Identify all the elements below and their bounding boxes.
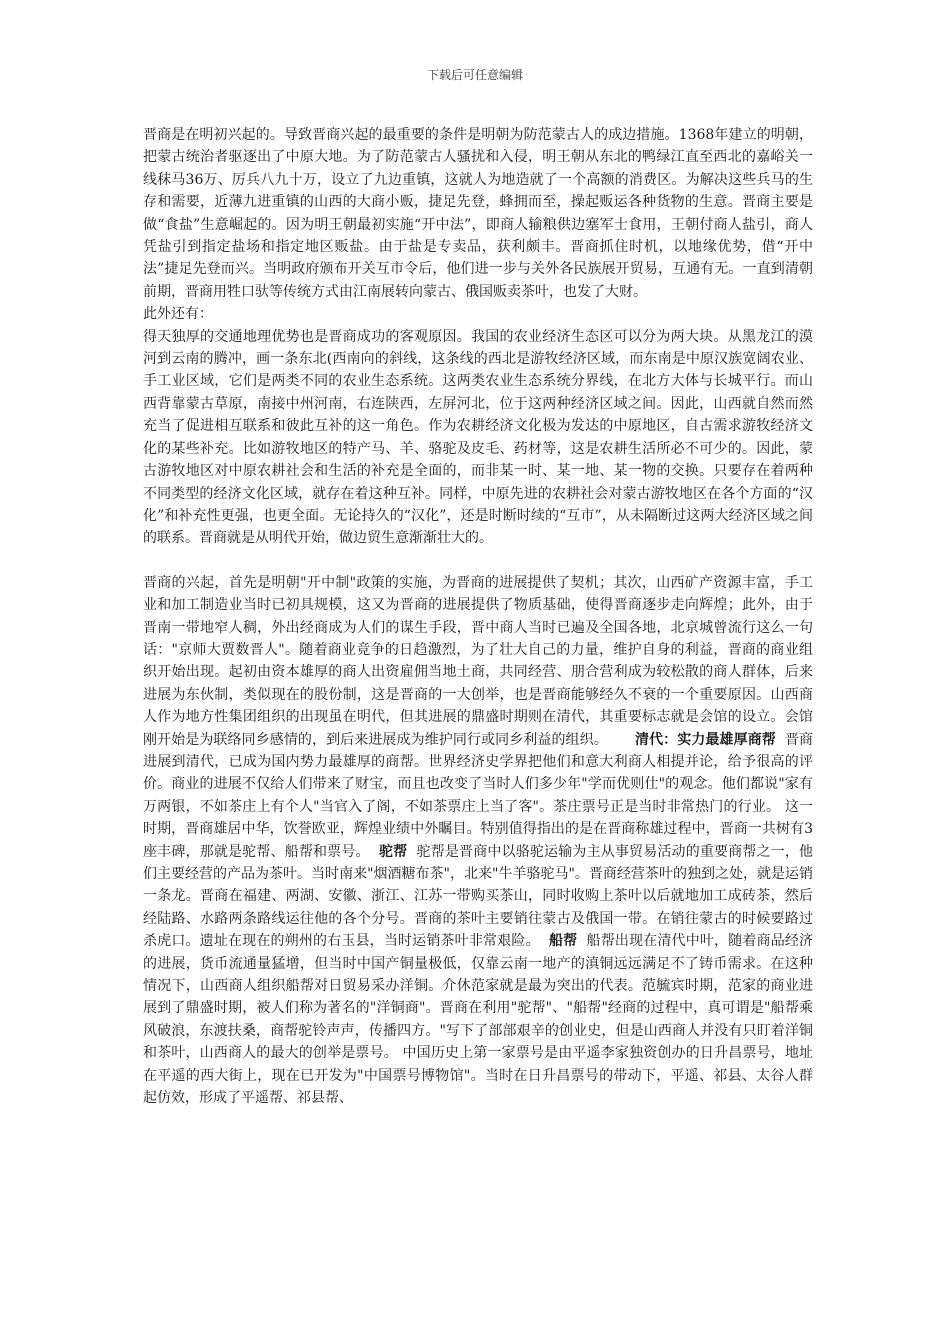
document-body — [143, 124, 813, 1109]
paragraph-additional: 此外还有： — [143, 306, 213, 323]
paragraph-geography: 得天独厚的交通地理优势也是晋商成功的客观原因。我国的农业经济生态区可以分为两大块。从黑龙江的漠河到云南的腾冲，画一条东北(西南向的斜线，这条线的西北是游牧经济区域，而东南是中原汉族宽阔农业、手工业区域，它们是两类不同的农业生态系统。这两类农业生态系统分界线，在北方大体与长城平行。而山西背靠蒙古草原，南接中州河南，右连陕西，左屏河北，位于这两种经济区域之间。因此，山西就自然而然充当了促进相互联系和彼此互补的这一角色。作为农耕经济文化极为发达的中原地区，自古需求游牧经济文化的某些补充。比如游牧地区的特产马、羊、骆驼及皮毛、药材等，这是农耕生活所必不可少的。因此，蒙古游牧地区对中原农耕社会和生活的补充是全面的，而非某一时、某一地、某一物的交换。只要存在着两种不同类型的经济文化区域，就存在着这种互补。同样，中原先进的农耕社会对蒙古游牧地区在各个方面的“汉化”和补充性更强，也更全面。无论持久的“汉化”，还是时断时续的“互市”，从未隔断过这两大经济区域之间的联系。晋商就是从明代开始，做边贸生意渐渐壮大的。 — [143, 328, 813, 547]
heading-ship-guild: 船帮 — [548, 933, 578, 950]
paragraph-development — [143, 572, 813, 1110]
heading-qing-dynasty: 清代：实力最雄厚商帮 — [635, 731, 776, 748]
ship-text: 船帮出现在清代中叶，随着商品经济的进展，货币流通量猛增，但当时中国产铜量极低，仅靠云南一地产的滇铜远远满足不了铸币需求。在这种情况下，山西商人组织船帮对日贸易采办洋铜。介休范家就是最为突出的代表。范毓宾时期，范家的商业进展到了鼎盛时期，被人们称为著名的"洋铜商"。晋商在利用"驼帮"、"船帮"经商的过程中，真可谓是"船帮乘风破浪，东渡扶桑，商帮驼铃声声，传播四方。"写下了部部艰辛的创业史，但是山西商人并没有只盯着洋铜和茶叶，山西商人的最大的创举是票号。 中国历史上第一家票号是由平遥李家独资创办的日升昌票号，地址在平遥的西大街上，现在已开发为"中国票号博物馆"。当时在日升昌票号的带动下，平遥、祁县、太谷人群起仿效，形成了平遥帮、祁县帮、 — [143, 933, 814, 1107]
qing-text: 晋商进展到清代，已成为国内势力最雄厚的商帮。世界经济史学界把他们和意大利商人相提并论，给予很高的评价。商业的进展不仅给人们带来了财宝，而且也改变了当时人们多少年"学而优则仕"的观念。他们都说"家有万两银，不如茶庄上有个人"当官入了阁，不如茶票庄上当了客"。茶庄票号正是当时非常热门的行业。 这一时期，晋商雄居中华，饮誉欧亚，辉煌业绩中外瞩目。特别值得指出的是在晋商称雄过程中，晋商一共树有3座丰碑，那就是驼帮、船帮和票号。 — [143, 731, 814, 860]
heading-camel-caravan: 驼帮 — [378, 843, 408, 860]
paragraph-origin: 晋商是在明初兴起的。导致晋商兴起的最重要的条件是明朝为防范蒙古人的成边措施。1368年建立的明朝，把蒙古统治者驱逐出了中原大地。为了防范蒙古人骚扰和入侵，明王朝从东北的鸭绿江直至西北的嘉峪关一线秣马36万、厉兵八九十万，设立了九边重镇，这就人为地造就了一个高额的消费区。为解决这些兵马的生存和需要，近薄九进重镇的山西的大商小贩，捷足先登，蜂拥而至，操起贩运各种货物的生意。晋商主要是做“食盐”生意崛起的。因为明王朝最初实施“开中法”，即商人输粮供边塞军士食用，王朝付商人盐引，商人凭盐引到指定盐场和指定地区贩盐。由于盐是专卖品，获利颇丰。晋商抓住时机，以地缘优势，借“开中法”捷足先登而兴。当明政府颁布开关互市令后，他们进一步与关外各民族展开贸易，互通有无。一直到清朝前期，晋商用牲口驮等传统方式由江南展转向蒙古、俄国贩卖茶叶，也发了大财。 — [143, 127, 813, 300]
paragraph-gap — [143, 550, 813, 572]
camel-text: 驼帮是晋商中以骆驼运输为主从事贸易活动的重要商帮之一，他们主要经营的产品为茶叶。当时南来"烟酒糖布茶"，北来"牛羊骆驼马"。晋商经营茶叶的独到之处，就是运销一条龙。晋商在福建、两湖、安徽、浙江、江苏一带购买茶山，同时收购上茶叶以后就地加工成砖茶，然后经陆路、水路两条路线运往他的各个分号。晋商的茶叶主要销往蒙古及俄国一带。在销往蒙古的时候要路过杀虎口。遗址在现在的朔州的右玉县，当时运销茶叶非常艰险。 — [143, 843, 814, 950]
page-header: 下载后可任意编辑 — [426, 68, 523, 82]
development-text: 晋商的兴起，首先是明朝"开中制"政策的实施，为晋商的进展提供了契机；其次，山西矿产资源丰富，手工业和加工制造业当时已初具规模，这又为晋商的进展提供了物质基础，使得晋商逐步走向辉煌；此外，由于晋南一带地窄人稠，外出经商成为人们的谋生手段，晋中商人当时已遍及全国各地，北京城曾流行这么一句话："京师大贾数晋人"。随着商业竞争的日趋激烈，为了壮大自己的力量，维护自身的利益，晋商的商业组织开始出现。起初由资本雄厚的商人出资雇佣当地土商，共同经营、朋合营利成为较松散的商人群体，后来进展为东伙制，类似现在的股份制，这是晋商的一大创举，也是晋商能够经久不衰的一个重要原因。山西商人作为地方性集团组织的出现虽在明代，但其进展的鼎盛时期则在清代，其重要标志就是会馆的设立。会馆刚开始是为联络同乡感情的，到后来进展成为维护同行或同乡利益的组织。 — [143, 574, 813, 748]
